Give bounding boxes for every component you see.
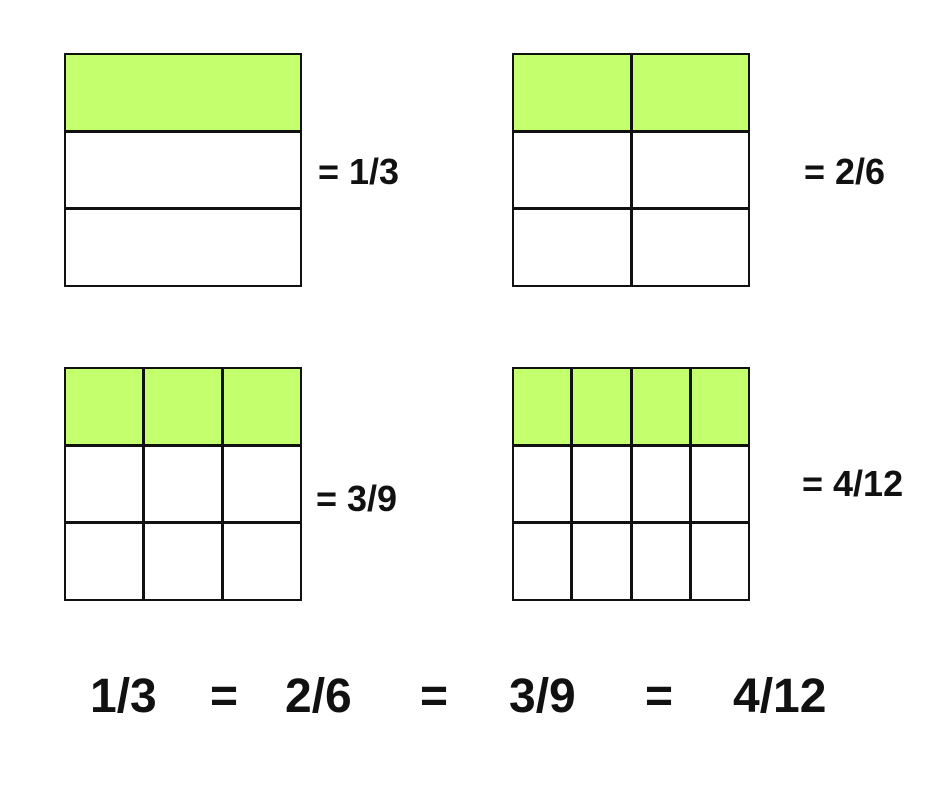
unshaded-cell [633, 524, 689, 599]
unshaded-cell [692, 524, 748, 599]
unshaded-cell [145, 447, 221, 522]
unshaded-cell [145, 524, 221, 599]
shaded-cell [145, 369, 221, 444]
shaded-cell [692, 369, 748, 444]
unshaded-cell [573, 447, 629, 522]
equation-equals-1: = [210, 670, 239, 723]
unshaded-cell [66, 210, 300, 285]
fraction-label-1-3: = 1/3 [318, 151, 400, 192]
equation-term-1-3: 1/3 [90, 670, 157, 723]
unshaded-cell [633, 210, 749, 285]
unshaded-cell [224, 447, 300, 522]
unshaded-cell [573, 524, 629, 599]
shaded-cell [66, 55, 300, 130]
shaded-cell [633, 55, 749, 130]
fraction-grid-ninths [64, 367, 302, 601]
unshaded-cell [66, 524, 142, 599]
unshaded-cell [692, 447, 748, 522]
equation-term-4-12: 4/12 [733, 670, 827, 723]
equation-term-3-9: 3/9 [509, 670, 576, 723]
shaded-cell [224, 369, 300, 444]
unshaded-cell [514, 447, 570, 522]
shaded-cell [573, 369, 629, 444]
equation-equals-2: = [420, 670, 449, 723]
unshaded-cell [66, 133, 300, 208]
fraction-grid-twelfths [512, 367, 750, 601]
fraction-grid-thirds [64, 53, 302, 287]
shaded-cell [514, 369, 570, 444]
equation-term-2-6: 2/6 [285, 670, 352, 723]
fraction-label-3-9: = 3/9 [316, 478, 398, 519]
unshaded-cell [66, 447, 142, 522]
shaded-cell [66, 369, 142, 444]
shaded-cell [633, 369, 689, 444]
unshaded-cell [633, 133, 749, 208]
unshaded-cell [514, 133, 630, 208]
fraction-label-4-12: = 4/12 [802, 463, 904, 504]
fraction-label-2-6: = 2/6 [804, 151, 886, 192]
shaded-cell [514, 55, 630, 130]
unshaded-cell [633, 447, 689, 522]
fraction-grid-sixths [512, 53, 750, 287]
unshaded-cell [514, 210, 630, 285]
equation-equals-3: = [645, 670, 674, 723]
unshaded-cell [224, 524, 300, 599]
equivalence-equation [0, 670, 940, 725]
unshaded-cell [514, 524, 570, 599]
